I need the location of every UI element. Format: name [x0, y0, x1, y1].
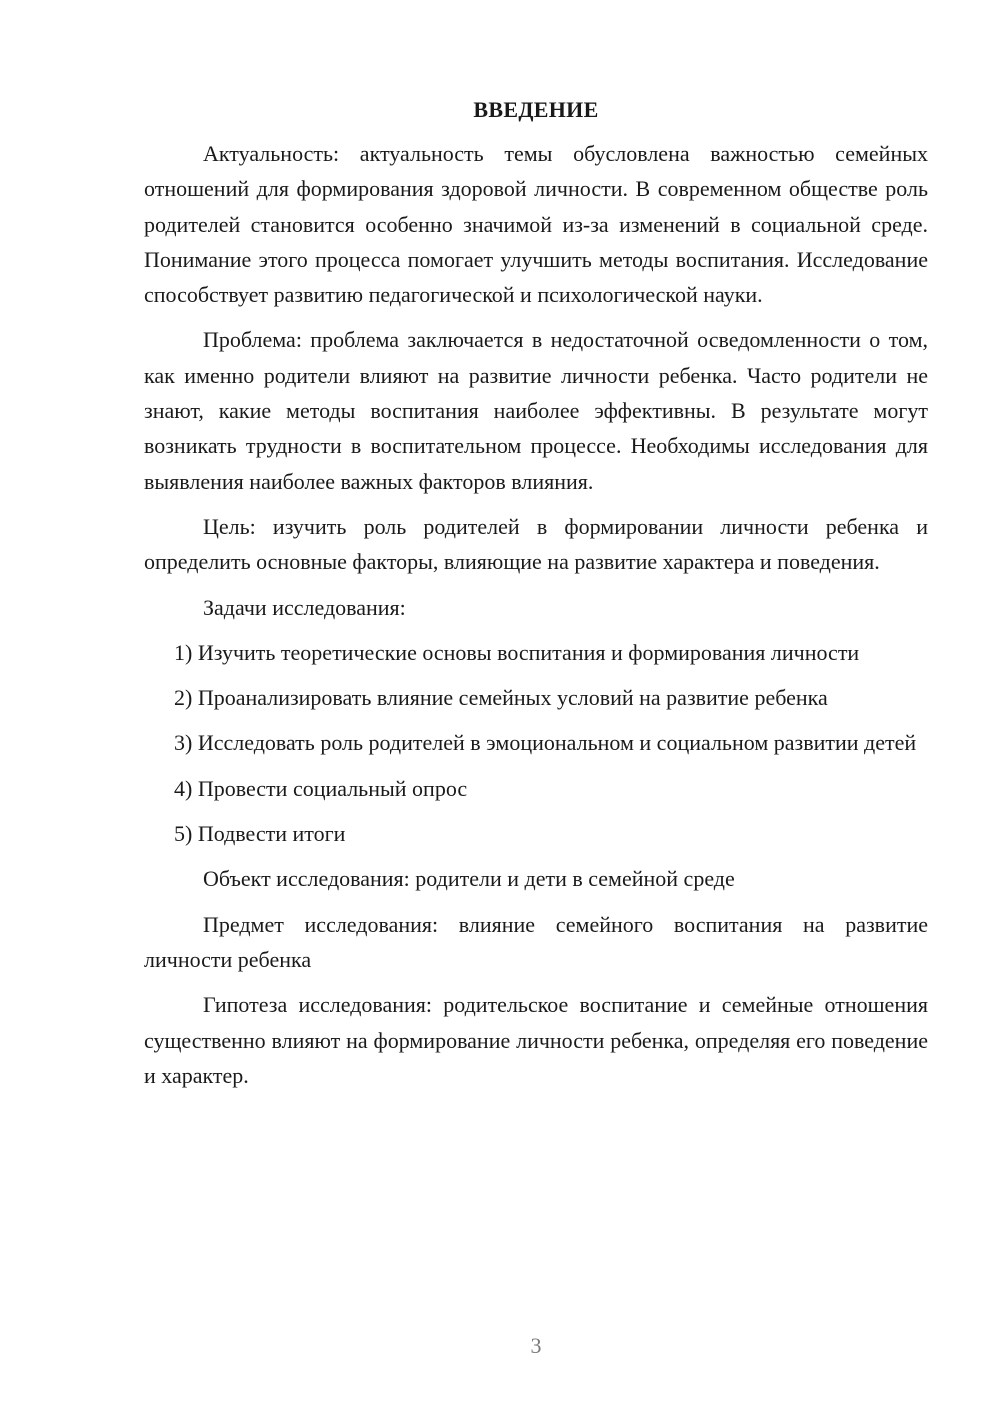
hypothesis-paragraph: Гипотеза исследования: родительское воспитание и семейные отношения существенно влияют на формирование личности ребенка, определяя его поведение и характер.: [144, 992, 928, 1088]
subject-paragraph: Предмет исследования: влияние семейного воспитания на развитие личности ребенка: [144, 911, 928, 972]
section-heading: ВВЕДЕНИЕ: [473, 97, 599, 122]
task-item-1: 1) Изучить теоретические основы воспитания и формирования личности: [174, 639, 860, 665]
object-paragraph: Объект исследования: родители и дети в семейной среде: [203, 866, 735, 892]
page-number: 3: [530, 1333, 542, 1358]
task-item-3: 3) Исследовать роль родителей в эмоциональном и социальном развитии детей: [174, 730, 917, 756]
document-page: [144, 94, 928, 1103]
task-item-4: 4) Провести социальный опрос: [174, 775, 468, 801]
goal-paragraph: Цель: изучить роль родителей в формировании личности ребенка и определить основные факторы, влияющие на развитие характера и поведения.: [144, 513, 928, 575]
relevance-paragraph: Актуальность: актуальность темы обусловлена важностью семейных отношений для формирования здоровой личности. В современном обществе роль родителей становится особенно значимой из-за изменений в социальной среде. Понимание этого процесса помогает улучшить методы воспитания. Исследование способствует развитию педагогической и психологической науки.: [144, 141, 928, 308]
task-item-2: 2) Проанализировать влияние семейных условий на развитие ребенка: [174, 685, 828, 711]
task-item-5: 5) Подвести итоги: [174, 821, 346, 847]
problem-paragraph: Проблема: проблема заключается в недостаточной осведомленности о том, как именно родители влияют на развитие личности ребенка. Часто родители не знают, какие методы воспитания наиболее эффективны. В результате могут возникать трудности в воспитательном процессе. Необходимы исследования для выявления наиболее важных факторов влияния.: [144, 327, 928, 494]
tasks-title: Задачи исследования:: [203, 594, 406, 620]
